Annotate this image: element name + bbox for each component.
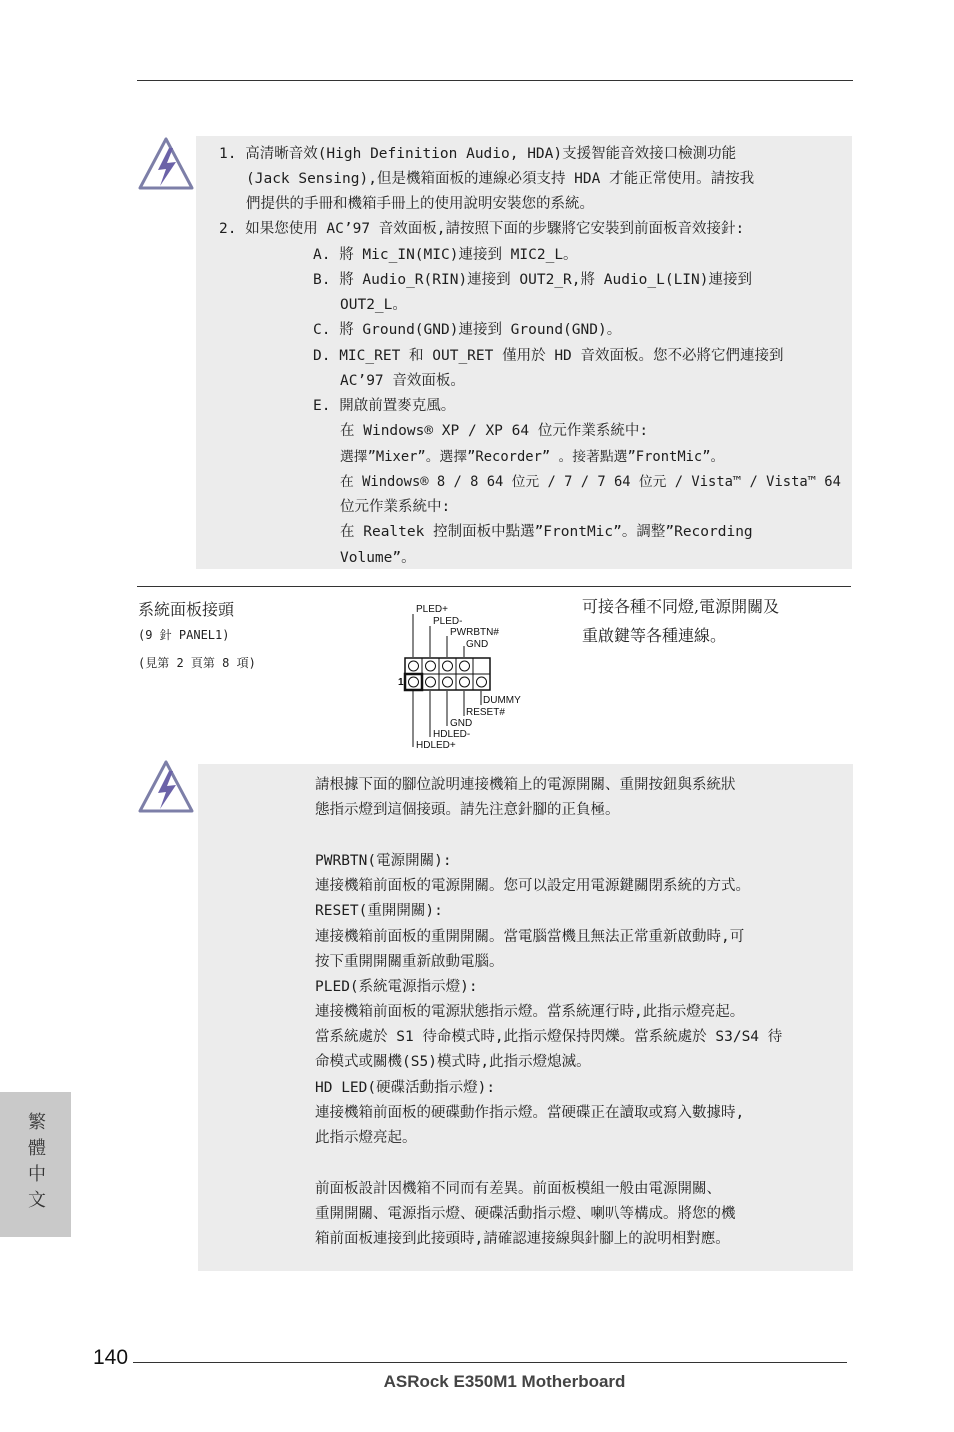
language-side-tab — [0, 1092, 71, 1237]
note1-line-7: C. 將 Ground(GND)連接到 Ground(GND)。 — [313, 322, 622, 338]
note1-line-12: 選擇”Mixer”。選擇”Recorder” 。接著點選”FrontMic”。 — [340, 449, 725, 465]
note2-line-1: 態指示燈到這個接頭。請先注意針腳的正負極。 — [315, 802, 620, 818]
note1-line-2: 們提供的手冊和機箱手冊上的使用說明安裝您的系統。 — [246, 196, 594, 212]
pin-label-one: 1 — [398, 677, 404, 688]
pin-label-pled-minus: PLED- — [433, 616, 463, 627]
note2-line-16: 前面板設計因機箱不同而有差異。前面板模組一般由電源開關、 — [315, 1181, 721, 1197]
section-desc-line-2: 重啟鍵等各種連線。 — [582, 626, 727, 645]
section-title: 系統面板接頭 — [138, 600, 235, 619]
note1-line-13: 在 Windows® 8 / 8 64 位元 / 7 / 7 64 位元 / Vista™ / Vista™ 64 — [340, 474, 841, 490]
side-tab-char-1: 繁 — [28, 1112, 46, 1133]
warning-icon-2 — [136, 759, 196, 819]
note2-line-3: PWRBTN(電源開關): — [315, 853, 452, 869]
section-rule — [137, 586, 851, 587]
note1-line-10: E. 開啟前置麥克風。 — [313, 398, 456, 414]
note2-line-0: 請根據下面的腳位說明連接機箱上的電源開關、重開按鈕與系統狀 — [315, 777, 736, 793]
note2-line-4: 連接機箱前面板的電源開關。您可以設定用電源鍵關閉系統的方式。 — [315, 878, 750, 894]
note2-line-14: 此指示燈亮起。 — [315, 1130, 417, 1146]
pin-label-hdled-plus: HDLED+ — [416, 740, 456, 751]
section-desc-line-1: 可接各種不同燈,電源開關及 — [582, 597, 780, 616]
note2-line-7: 按下重開開關重新啟動電腦。 — [315, 954, 504, 970]
warning-icon — [136, 136, 196, 196]
note1-line-11: 在 Windows® XP / XP 64 位元作業系統中: — [340, 423, 649, 439]
note2-line-5: RESET(重開開關): — [315, 903, 443, 919]
side-tab-char-2: 體 — [28, 1138, 46, 1159]
note1-line-14: 位元作業系統中: — [340, 499, 451, 515]
note2-line-18: 箱前面板連接到此接頭時,請確認連接線與針腳上的說明相對應。 — [315, 1231, 730, 1247]
footer-rule — [133, 1362, 847, 1363]
pin-label-gnd-top: GND — [466, 639, 489, 650]
note1-line-9: AC’97 音效面板。 — [340, 373, 465, 389]
note2-line-12: HD LED(硬碟活動指示燈): — [315, 1080, 496, 1096]
pin-label-pled-plus: PLED+ — [416, 604, 448, 615]
pin-label-dummy: DUMMY — [483, 695, 521, 706]
note2-line-11: 命模式或關機(S5)模式時,此指示燈熄滅。 — [315, 1054, 591, 1070]
note1-line-3: 2. 如果您使用 AC’97 音效面板,請按照下面的步驟將它安裝到前面板音效接針: — [219, 221, 745, 237]
note2-line-17: 重開開關、電源指示燈、硬碟活動指示燈、喇叭等構成。將您的機 — [315, 1206, 736, 1222]
note1-line-4: A. 將 Mic_IN(MIC)連接到 MIC2_L。 — [313, 247, 578, 263]
note1-line-0: 1. 高清晰音效(High Definition Audio, HDA)支援智能音效接口檢測功能 — [219, 146, 737, 162]
note1-line-8: D. MIC_RET 和 OUT_RET 僅用於 HD 音效面板。您不必將它們連接到 — [313, 348, 784, 364]
note1-line-6: OUT2_L。 — [340, 297, 407, 313]
pin-label-pwrbtn: PWRBTN# — [450, 627, 499, 638]
note1-line-5: B. 將 Audio_R(RIN)連接到 OUT2_R,將 Audio_L(LIN)連接到 — [313, 272, 752, 288]
side-tab-char-3: 中 — [28, 1164, 46, 1185]
pin-label-hdled-minus: HDLED- — [433, 729, 471, 740]
pin-label-gnd-bot: GND — [450, 718, 473, 729]
note1-line-16: Volume”。 — [340, 550, 416, 566]
section-sub-pins: (9 針 PANEL1) — [138, 628, 230, 642]
note2-line-10: 當系統處於 S1 待命模式時,此指示燈保持閃爍。當系統處於 S3/S4 待 — [315, 1029, 783, 1045]
note1-line-1: (Jack Sensing),但是機箱面板的連線必須支持 HDA 才能正常使用。請按我 — [246, 171, 755, 187]
note2-line-9: 連接機箱前面板的電源狀態指示燈。當系統運行時,此指示燈亮起。 — [315, 1004, 745, 1020]
page-number: 140 — [93, 1346, 129, 1369]
pin-label-reset: RESET# — [466, 707, 505, 718]
section-sub-location: (見第 2 頁第 8 項) — [138, 656, 256, 670]
footer-title: ASRock E350M1 Motherboard — [383, 1372, 626, 1391]
note2-line-8: PLED(系統電源指示燈): — [315, 979, 478, 995]
note2-line-13: 連接機箱前面板的硬碟動作指示燈。當硬碟正在讀取或寫入數據時, — [315, 1105, 745, 1121]
top-rule — [137, 80, 853, 81]
note1-line-15: 在 Realtek 控制面板中點選”FrontMic”。調整”Recording — [340, 524, 753, 540]
note2-line-6: 連接機箱前面板的重開開關。當電腦當機且無法正常重新啟動時,可 — [315, 929, 745, 945]
side-tab-char-4: 文 — [28, 1190, 46, 1211]
